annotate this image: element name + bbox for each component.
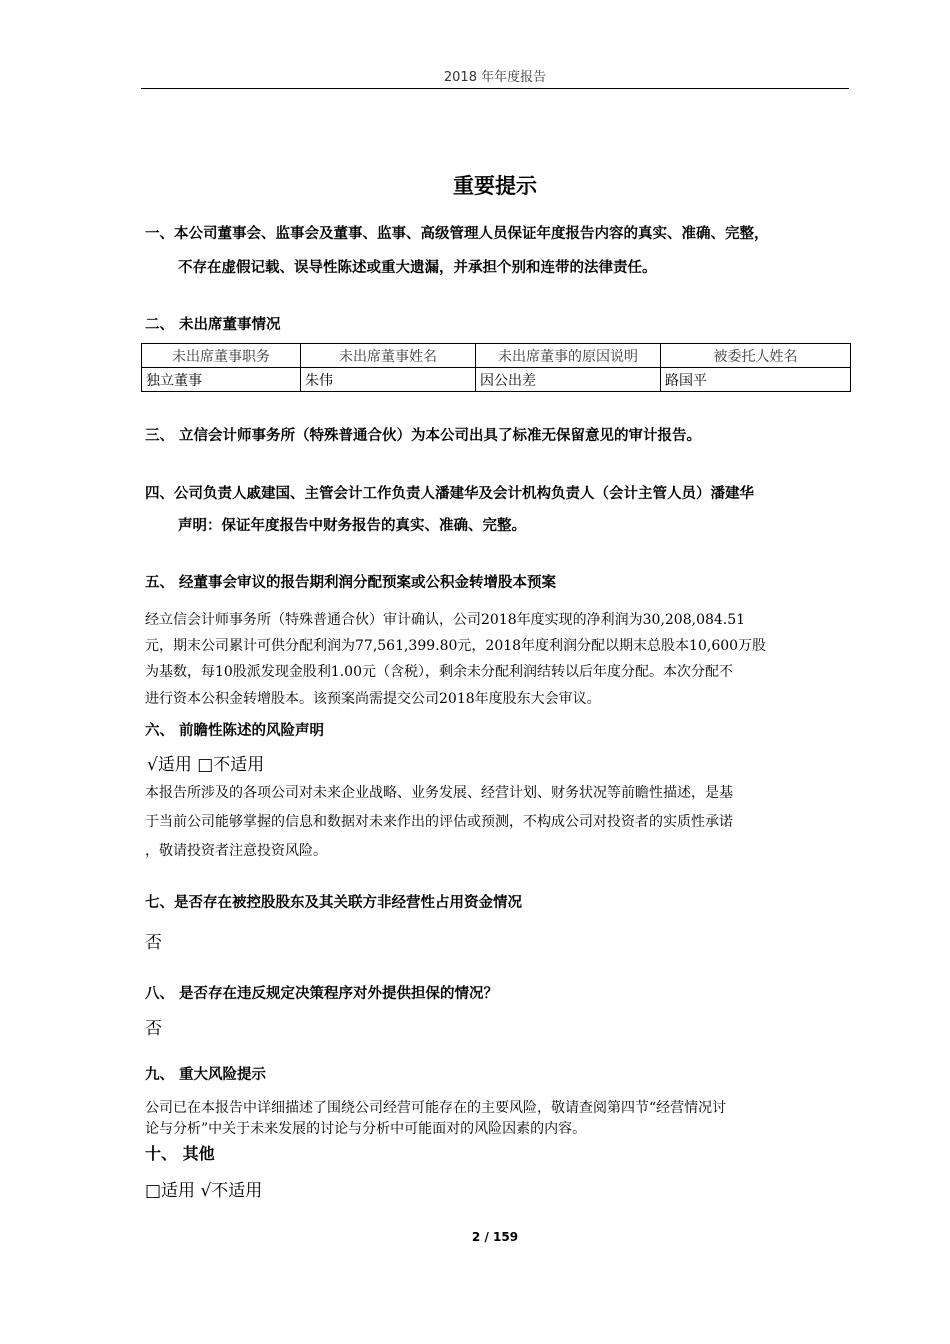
section-8-answer: 否	[145, 1019, 162, 1039]
running-header: 2018 年年度报告	[443, 70, 547, 85]
section-2-heading: 二、 未出席董事情况	[145, 317, 281, 333]
table-header-cell: 被委托人姓名	[661, 344, 851, 368]
absent-directors-table	[141, 343, 851, 392]
section-3-text: 三、 立信会计师事务所（特殊普通合伙）为本公司出具了标准无保留意见的审计报告。	[145, 428, 702, 444]
section-5-paragraph-line: 经立信会计师事务所（特殊普通合伙）审计确认，公司2018年度实现的净利润为30,208,084.51	[145, 612, 746, 628]
section-5-heading: 五、 经董事会审议的报告期利润分配预案或公积金转增股本预案	[145, 575, 557, 591]
section-6-paragraph-line: ，敬请投资者注意投资风险。	[145, 843, 327, 859]
table-header-cell: 未出席董事的原因说明	[476, 344, 661, 368]
section-9-paragraph-line: 论与分析”中关于未来发展的讨论与分析中可能面对的风险因素的内容。	[145, 1121, 587, 1137]
table-cell: 路国平	[661, 368, 851, 392]
table-cell: 独立董事	[142, 368, 301, 392]
section-7-heading: 七、是否存在被控股股东及其关联方非经营性占用资金情况	[145, 895, 522, 911]
section-6-paragraph-line: 于当前公司能够掌握的信息和数据对未来作出的评估或预测，不构成公司对投资者的实质性承诺	[145, 814, 733, 830]
section-9-paragraph-line: 公司已在本报告中详细描述了围绕公司经营可能存在的主要风险，敬请查阅第四节“经营情况讨	[145, 1100, 727, 1116]
table-cell: 朱伟	[301, 368, 476, 392]
section-6-paragraph-line: 本报告所涉及的各项公司对未来企业战略、业务发展、经营计划、财务状况等前瞻性描述，是基	[145, 785, 733, 801]
section-7-answer: 否	[145, 933, 162, 953]
page-title: 重要提示	[453, 174, 537, 198]
section-5-paragraph-line: 为基数，每10股派发现金股利1.00元（含税），剩余未分配利润结转以后年度分配。本次分配不	[145, 664, 733, 680]
table-header-row	[142, 344, 851, 368]
table-row	[142, 368, 851, 392]
section-9-heading: 九、 重大风险提示	[145, 1067, 267, 1083]
section-5-paragraph-line: 元，期末公司累计可供分配利润为77,561,399.80元，2018年度利润分配以期末总股本10,600万股	[145, 638, 767, 654]
section-6-applicability-check: √适用 □不适用	[147, 755, 265, 775]
table-header-cell: 未出席董事职务	[142, 344, 301, 368]
section-8-heading: 八、 是否存在违反规定决策程序对外提供担保的情况？	[145, 986, 499, 1002]
section-1-line-2: 不存在虚假记载、误导性陈述或重大遗漏，并承担个别和连带的法律责任。	[178, 260, 657, 276]
section-5-paragraph-line: 进行资本公积金转增股本。该预案尚需提交公司2018年度股东大会审议。	[145, 691, 601, 707]
section-10-heading: 十、 其他	[145, 1144, 215, 1163]
section-4-line-2: 声明：保证年度报告中财务报告的真实、准确、完整。	[178, 518, 526, 534]
section-6-heading: 六、 前瞻性陈述的风险声明	[145, 723, 325, 739]
section-4-line-1: 四、公司负责人戚建国、主管会计工作负责人潘建华及会计机构负责人（会计主管人员）潘建华	[145, 486, 754, 502]
table-cell: 因公出差	[476, 368, 661, 392]
page-number: 2 / 159	[471, 1230, 519, 1244]
section-10-applicability-check: □适用 √不适用	[145, 1181, 263, 1201]
table-header-cell: 未出席董事姓名	[301, 344, 476, 368]
header-rule	[141, 88, 849, 89]
section-1-line-1: 一、本公司董事会、监事会及董事、监事、高级管理人员保证年度报告内容的真实、准确、完整，	[145, 226, 769, 242]
